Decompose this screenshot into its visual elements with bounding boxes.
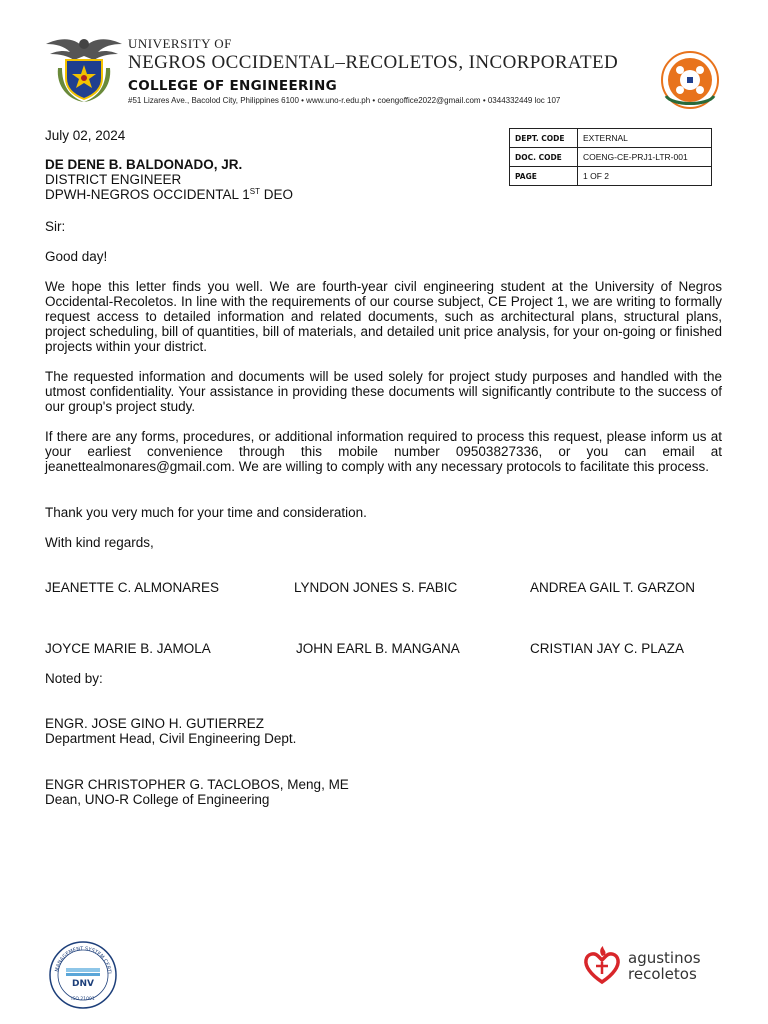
noter-name: ENGR. JOSE GINO H. GUTIERREZ (45, 716, 265, 731)
engineering-seal-icon (658, 50, 722, 110)
paragraph-request: We hope this letter finds you well. We are fourth-year civil engineering student at the University of Negros Occidental-Recoletos. In line with the requirements of our course subject, CE Project 1, we are writing to formally request access to detailed information and related documents, such as architectural plans, structural plans, project scheduling, bill of quantities, bill of materials, and detailed unit price analysis, for your on-going or finished projects within your district. (45, 279, 722, 354)
doc-info-value: EXTERNAL (578, 129, 712, 148)
signatory-name: JEANETTE C. ALMONARES (45, 580, 220, 595)
cert-standard: ISO 21001 (71, 997, 95, 1002)
doc-info-value: 1 OF 2 (578, 167, 712, 186)
cert-arc-text: MANAGEMENT SYSTEM CERTI (54, 945, 112, 975)
recipient-office-prefix: DPWH-NEGROS OCCIDENTAL 1 (45, 187, 250, 202)
agustinos-recoletos-wordmark (628, 950, 701, 982)
noter-department-head (45, 716, 296, 746)
signatory-name: JOHN EARL B. MANGANA (296, 641, 460, 656)
closing-line: With kind regards, (45, 535, 154, 550)
doc-info-row (510, 148, 712, 167)
agustinos-line2: recoletos (628, 965, 697, 983)
noter-name: ENGR CHRISTOPHER G. TACLOBOS, Meng, ME (45, 777, 349, 792)
recipient-block (45, 157, 293, 202)
agustinos-line1: agustinos (628, 949, 701, 967)
salutation: Sir: (45, 219, 66, 234)
noter-dean (45, 777, 349, 807)
cert-brand: DNV (72, 979, 94, 989)
noter-title: Dean, UNO-R College of Engineering (45, 792, 270, 807)
university-of-label: UNIVERSITY OF (128, 36, 232, 51)
noter-title: Department Head, Civil Engineering Dept. (45, 731, 297, 746)
paragraph-purpose: The requested information and documents will be used solely for project study purposes and handled with the utmost confidentiality. Your assistance in providing these documents will significantly contribute to the success of our group's project study. (45, 369, 722, 414)
recipient-name: DE DENE B. BALDONADO, JR. (45, 157, 243, 172)
university-name: NEGROS OCCIDENTAL–RECOLETOS, INCORPORATED (128, 52, 619, 73)
noted-by-label: Noted by: (45, 671, 103, 686)
recipient-title: DISTRICT ENGINEER (45, 172, 182, 187)
recipient-office (45, 187, 293, 202)
doc-info-label: DOC. CODE (510, 148, 578, 167)
doc-info-value: COENG-CE-PRJ1-LTR-001 (578, 148, 712, 167)
recipient-office-suffix: DEO (260, 187, 294, 202)
signatory-name: JOYCE MARIE B. JAMOLA (45, 641, 211, 656)
doc-info-row (510, 129, 712, 148)
header-address: #51 Lizares Ave., Bacolod City, Philippines 6100 • www.uno-r.edu.ph • coengoffice2022@gmail.com • 0344332449 loc 107 (128, 96, 561, 105)
signatory-name: ANDREA GAIL T. GARZON (530, 580, 696, 595)
doc-info-row (510, 167, 712, 186)
dnv-certification-icon (48, 940, 118, 1010)
university-eagle-seal-icon (44, 32, 124, 104)
signatory-name: LYNDON JONES S. FABIC (294, 580, 458, 595)
greeting: Good day! (45, 249, 108, 264)
doc-info-label: DEPT. CODE (510, 129, 578, 148)
thanks-line: Thank you very much for your time and consideration. (45, 505, 367, 520)
college-name: COLLEGE OF ENGINEERING (128, 78, 337, 94)
doc-info-label: PAGE (510, 167, 578, 186)
signatory-name: CRISTIAN JAY C. PLAZA (530, 641, 685, 656)
agustinos-heart-icon (582, 944, 622, 986)
letter-date: July 02, 2024 (45, 128, 126, 143)
document-info-table (509, 128, 712, 186)
paragraph-contact: If there are any forms, procedures, or additional information required to process this request, please inform us at your earliest convenience through this mobile number 09503827336, or you can email at jeanettealmonares@gmail.com. We are willing to comply with any necessary protocols to facilitate this process. (45, 429, 722, 474)
recipient-office-sup: ST (249, 187, 261, 196)
